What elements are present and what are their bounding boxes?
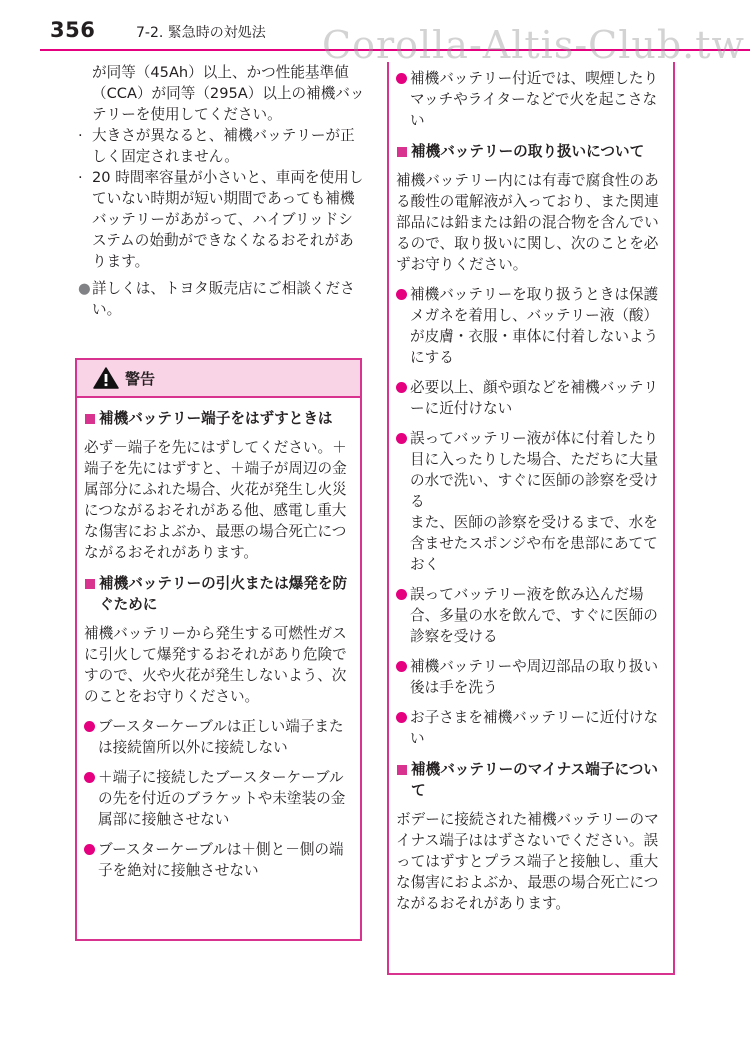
pink-bullet-icon	[396, 73, 407, 84]
bullet-text: 補機バッテリーを取り扱うときは保護メガネを着用し、バッテリー液（酸）が皮膚・衣服・車体に付着しないようにする	[410, 286, 659, 366]
left-column	[78, 62, 365, 320]
consult-text: 詳しくは、トヨタ販売店にご相談ください。	[92, 280, 355, 318]
right-box	[387, 62, 675, 975]
heading-square-icon	[397, 765, 407, 775]
section-paragraph: 補機バッテリー内には有毒で腐食性のある酸性の電解液が入っており、また関連部品には鉛または鉛の混合物を含んでいるので、取り扱いに関し、次のことを必ずお守りください。	[396, 172, 659, 273]
warning-bullet	[396, 377, 665, 419]
pink-bullet-icon	[84, 844, 95, 855]
section-heading	[396, 759, 665, 801]
bullet-text: お子さまを補機バッテリーに近付けない	[410, 709, 659, 747]
pink-bullet-icon	[396, 289, 407, 300]
gray-bullet-mark: ●	[78, 280, 91, 297]
pink-bullet-icon	[396, 589, 407, 600]
pink-bullet-icon	[84, 772, 95, 783]
page-number: 356	[50, 18, 96, 42]
warning-bullet	[396, 584, 665, 647]
bullet-text: ブースターケーブルは＋側と－側の端子を絶対に接触させない	[98, 841, 344, 879]
consult-bullet	[78, 278, 365, 320]
continuation-paragraph: が同等（45Ah）以上、かつ性能基準値（CCA）が同等（295A）以上の補機バッテリーを使用してください。	[92, 64, 365, 123]
heading-square-icon	[397, 147, 407, 157]
dot-list-item	[78, 167, 365, 272]
section-paragraph: ボデーに接続された補機バッテリーのマイナス端子ははずさないでください。誤ってはずすとプラス端子と接触し、重大な傷害におよぶか、最悪の場合死亡につながるおそれがあります。	[396, 811, 659, 912]
warning-bullet	[396, 428, 665, 575]
section-heading	[396, 141, 665, 162]
bullet-text: ＋端子に接続したブースターケーブルの先を付近のブラケットや未塗装の金属部に接触させない	[98, 769, 346, 828]
dot-item-text: 20 時間率容量が小さいと、車両を使用していない時期が短い期間であっても補機バッテリーがあがって、ハイブリッドシステムの始動ができなくなるおそれがあります。	[92, 169, 364, 270]
warning-bullet	[396, 284, 665, 368]
pink-bullet-icon	[396, 712, 407, 723]
section-heading-text: 補機バッテリーの引火または爆発を防ぐために	[99, 575, 348, 613]
bullet-text: 補機バッテリーや周辺部品の取り扱い後は手を洗う	[410, 658, 659, 696]
warning-body	[77, 398, 360, 881]
heading-square-icon	[85, 414, 95, 424]
warning-bullet	[84, 839, 354, 881]
section-paragraph: 補機バッテリーから発生する可燃性ガスに引火して爆発するおそれがあり危険ですので、火や火花が発生しないよう、次のことをお守りください。	[84, 625, 347, 705]
warning-bullet	[396, 68, 665, 131]
pink-bullet-icon	[84, 721, 95, 732]
section-heading-text: 補機バッテリーのマイナス端子について	[411, 761, 658, 799]
dot-item-text: 大きさが異なると、補機バッテリーが正しく固定されません。	[92, 127, 355, 165]
pink-bullet-icon	[396, 382, 407, 393]
bullet-text: 誤ってバッテリー液を飲み込んだ場合、多量の水を飲んで、すぐに医師の診察を受ける	[410, 586, 658, 645]
bullet-text: ブースターケーブルは正しい端子または接続箇所以外に接続しない	[98, 718, 344, 756]
section-heading-text: 補機バッテリーの取り扱いについて	[411, 143, 645, 160]
dot-list-item	[78, 125, 365, 167]
bullet-text: 補機バッテリー付近では、喫煙したりマッチやライターなどで火を起こさない	[410, 70, 659, 129]
bullet-text: また、医師の診察を受けるまで、水を含ませたスポンジや布を患部にあてておく	[410, 514, 658, 573]
dot-mark: ·	[78, 169, 83, 186]
bullet-text: 必要以上、顔や頭などを補機バッテリーに近付けない	[410, 379, 659, 417]
warning-bullet	[396, 707, 665, 749]
warning-bullet	[84, 716, 354, 758]
pink-bullet-icon	[396, 433, 407, 444]
section-paragraph: 必ず－端子を先にはずしてください。＋端子を先にはずすと、＋端子が周辺の金属部分にふれた場合、火花が発生し火災につながるおそれがある他、感電し重大な傷害におよぶか、最悪の場合死亡につながるおそれがあります。	[84, 439, 347, 561]
warning-bullet	[84, 767, 354, 830]
warning-triangle-icon	[93, 367, 119, 389]
dot-mark: ·	[78, 127, 83, 144]
bullet-text: 誤ってバッテリー液が体に付着したり目に入ったりした場合、ただちに大量の水で洗い、すぐに医師の診察を受ける	[410, 430, 659, 510]
pink-bullet-icon	[396, 661, 407, 672]
warning-bullet	[396, 656, 665, 698]
section-heading	[84, 408, 354, 429]
watermark: Corolla-Altis-Club.tw	[322, 23, 746, 67]
section-heading	[84, 573, 354, 615]
warning-label: 警告	[125, 369, 156, 388]
warning-box	[75, 358, 362, 941]
section-title: 7-2. 緊急時の対処法	[136, 25, 266, 41]
section-heading-text: 補機バッテリー端子をはずすときは	[99, 410, 333, 427]
heading-square-icon	[85, 579, 95, 589]
warning-header	[77, 360, 360, 398]
